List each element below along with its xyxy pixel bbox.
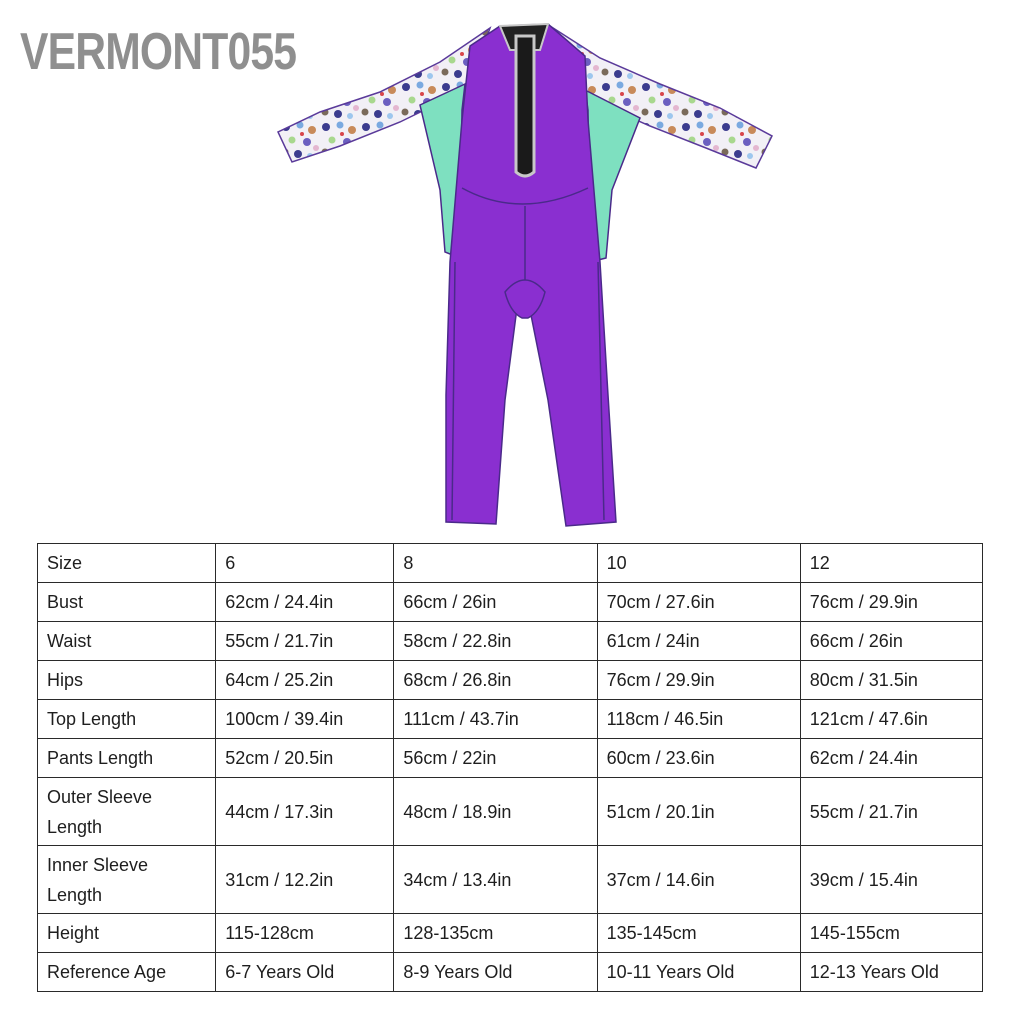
table-row <box>38 739 983 778</box>
table-cell: 80cm / 31.5in <box>800 661 982 700</box>
table-cell: 58cm / 22.8in <box>394 622 597 661</box>
watermark-text: VERMONT055 <box>20 23 297 81</box>
table-cell: 37cm / 14.6in <box>597 846 800 914</box>
table-cell: 8-9 Years Old <box>394 953 597 992</box>
table-row <box>38 661 983 700</box>
table-cell: 100cm / 39.4in <box>216 700 394 739</box>
table-cell: 55cm / 21.7in <box>216 622 394 661</box>
table-header-row <box>38 544 983 583</box>
table-cell: 145-155cm <box>800 914 982 953</box>
size-cell: 6 <box>216 544 394 583</box>
wetsuit-product-image <box>270 14 780 534</box>
table-cell: 115-128cm <box>216 914 394 953</box>
table-cell: 31cm / 12.2in <box>216 846 394 914</box>
table-row <box>38 778 983 846</box>
row-label: Pants Length <box>38 739 216 778</box>
table-cell: 135-145cm <box>597 914 800 953</box>
table-cell: 62cm / 24.4in <box>800 739 982 778</box>
table-cell: 55cm / 21.7in <box>800 778 982 846</box>
row-label: Reference Age <box>38 953 216 992</box>
table-row <box>38 914 983 953</box>
row-label: Bust <box>38 583 216 622</box>
row-label: Top Length <box>38 700 216 739</box>
table-cell: 76cm / 29.9in <box>800 583 982 622</box>
table-cell: 62cm / 24.4in <box>216 583 394 622</box>
row-label: Height <box>38 914 216 953</box>
table-row <box>38 622 983 661</box>
row-label: Hips <box>38 661 216 700</box>
row-label <box>38 778 216 846</box>
table-cell: 60cm / 23.6in <box>597 739 800 778</box>
table-row <box>38 700 983 739</box>
table-cell: 6-7 Years Old <box>216 953 394 992</box>
table-cell: 12-13 Years Old <box>800 953 982 992</box>
table-cell: 70cm / 27.6in <box>597 583 800 622</box>
header-label-cell: Size <box>38 544 216 583</box>
table-cell: 118cm / 46.5in <box>597 700 800 739</box>
row-label: Waist <box>38 622 216 661</box>
size-cell: 10 <box>597 544 800 583</box>
table-cell: 76cm / 29.9in <box>597 661 800 700</box>
table-cell: 64cm / 25.2in <box>216 661 394 700</box>
size-cell: 8 <box>394 544 597 583</box>
table-cell: 111cm / 43.7in <box>394 700 597 739</box>
table-cell: 56cm / 22in <box>394 739 597 778</box>
table-cell: 121cm / 47.6in <box>800 700 982 739</box>
size-chart-table <box>37 543 983 992</box>
table-cell: 48cm / 18.9in <box>394 778 597 846</box>
size-cell: 12 <box>800 544 982 583</box>
table-cell: 61cm / 24in <box>597 622 800 661</box>
table-cell: 51cm / 20.1in <box>597 778 800 846</box>
table-cell: 66cm / 26in <box>800 622 982 661</box>
table-cell: 66cm / 26in <box>394 583 597 622</box>
row-label-line: Length <box>47 884 103 905</box>
table-cell: 44cm / 17.3in <box>216 778 394 846</box>
row-label <box>38 846 216 914</box>
table-cell: 39cm / 15.4in <box>800 846 982 914</box>
table-row <box>38 953 983 992</box>
row-label-line: Length <box>47 816 103 837</box>
table-row <box>38 846 983 914</box>
table-cell: 52cm / 20.5in <box>216 739 394 778</box>
table-row <box>38 583 983 622</box>
table-cell: 34cm / 13.4in <box>394 846 597 914</box>
table-cell: 10-11 Years Old <box>597 953 800 992</box>
table-cell: 128-135cm <box>394 914 597 953</box>
row-label-line: Outer Sleeve <box>47 786 153 807</box>
row-label-line: Inner Sleeve <box>47 854 149 875</box>
table-cell: 68cm / 26.8in <box>394 661 597 700</box>
